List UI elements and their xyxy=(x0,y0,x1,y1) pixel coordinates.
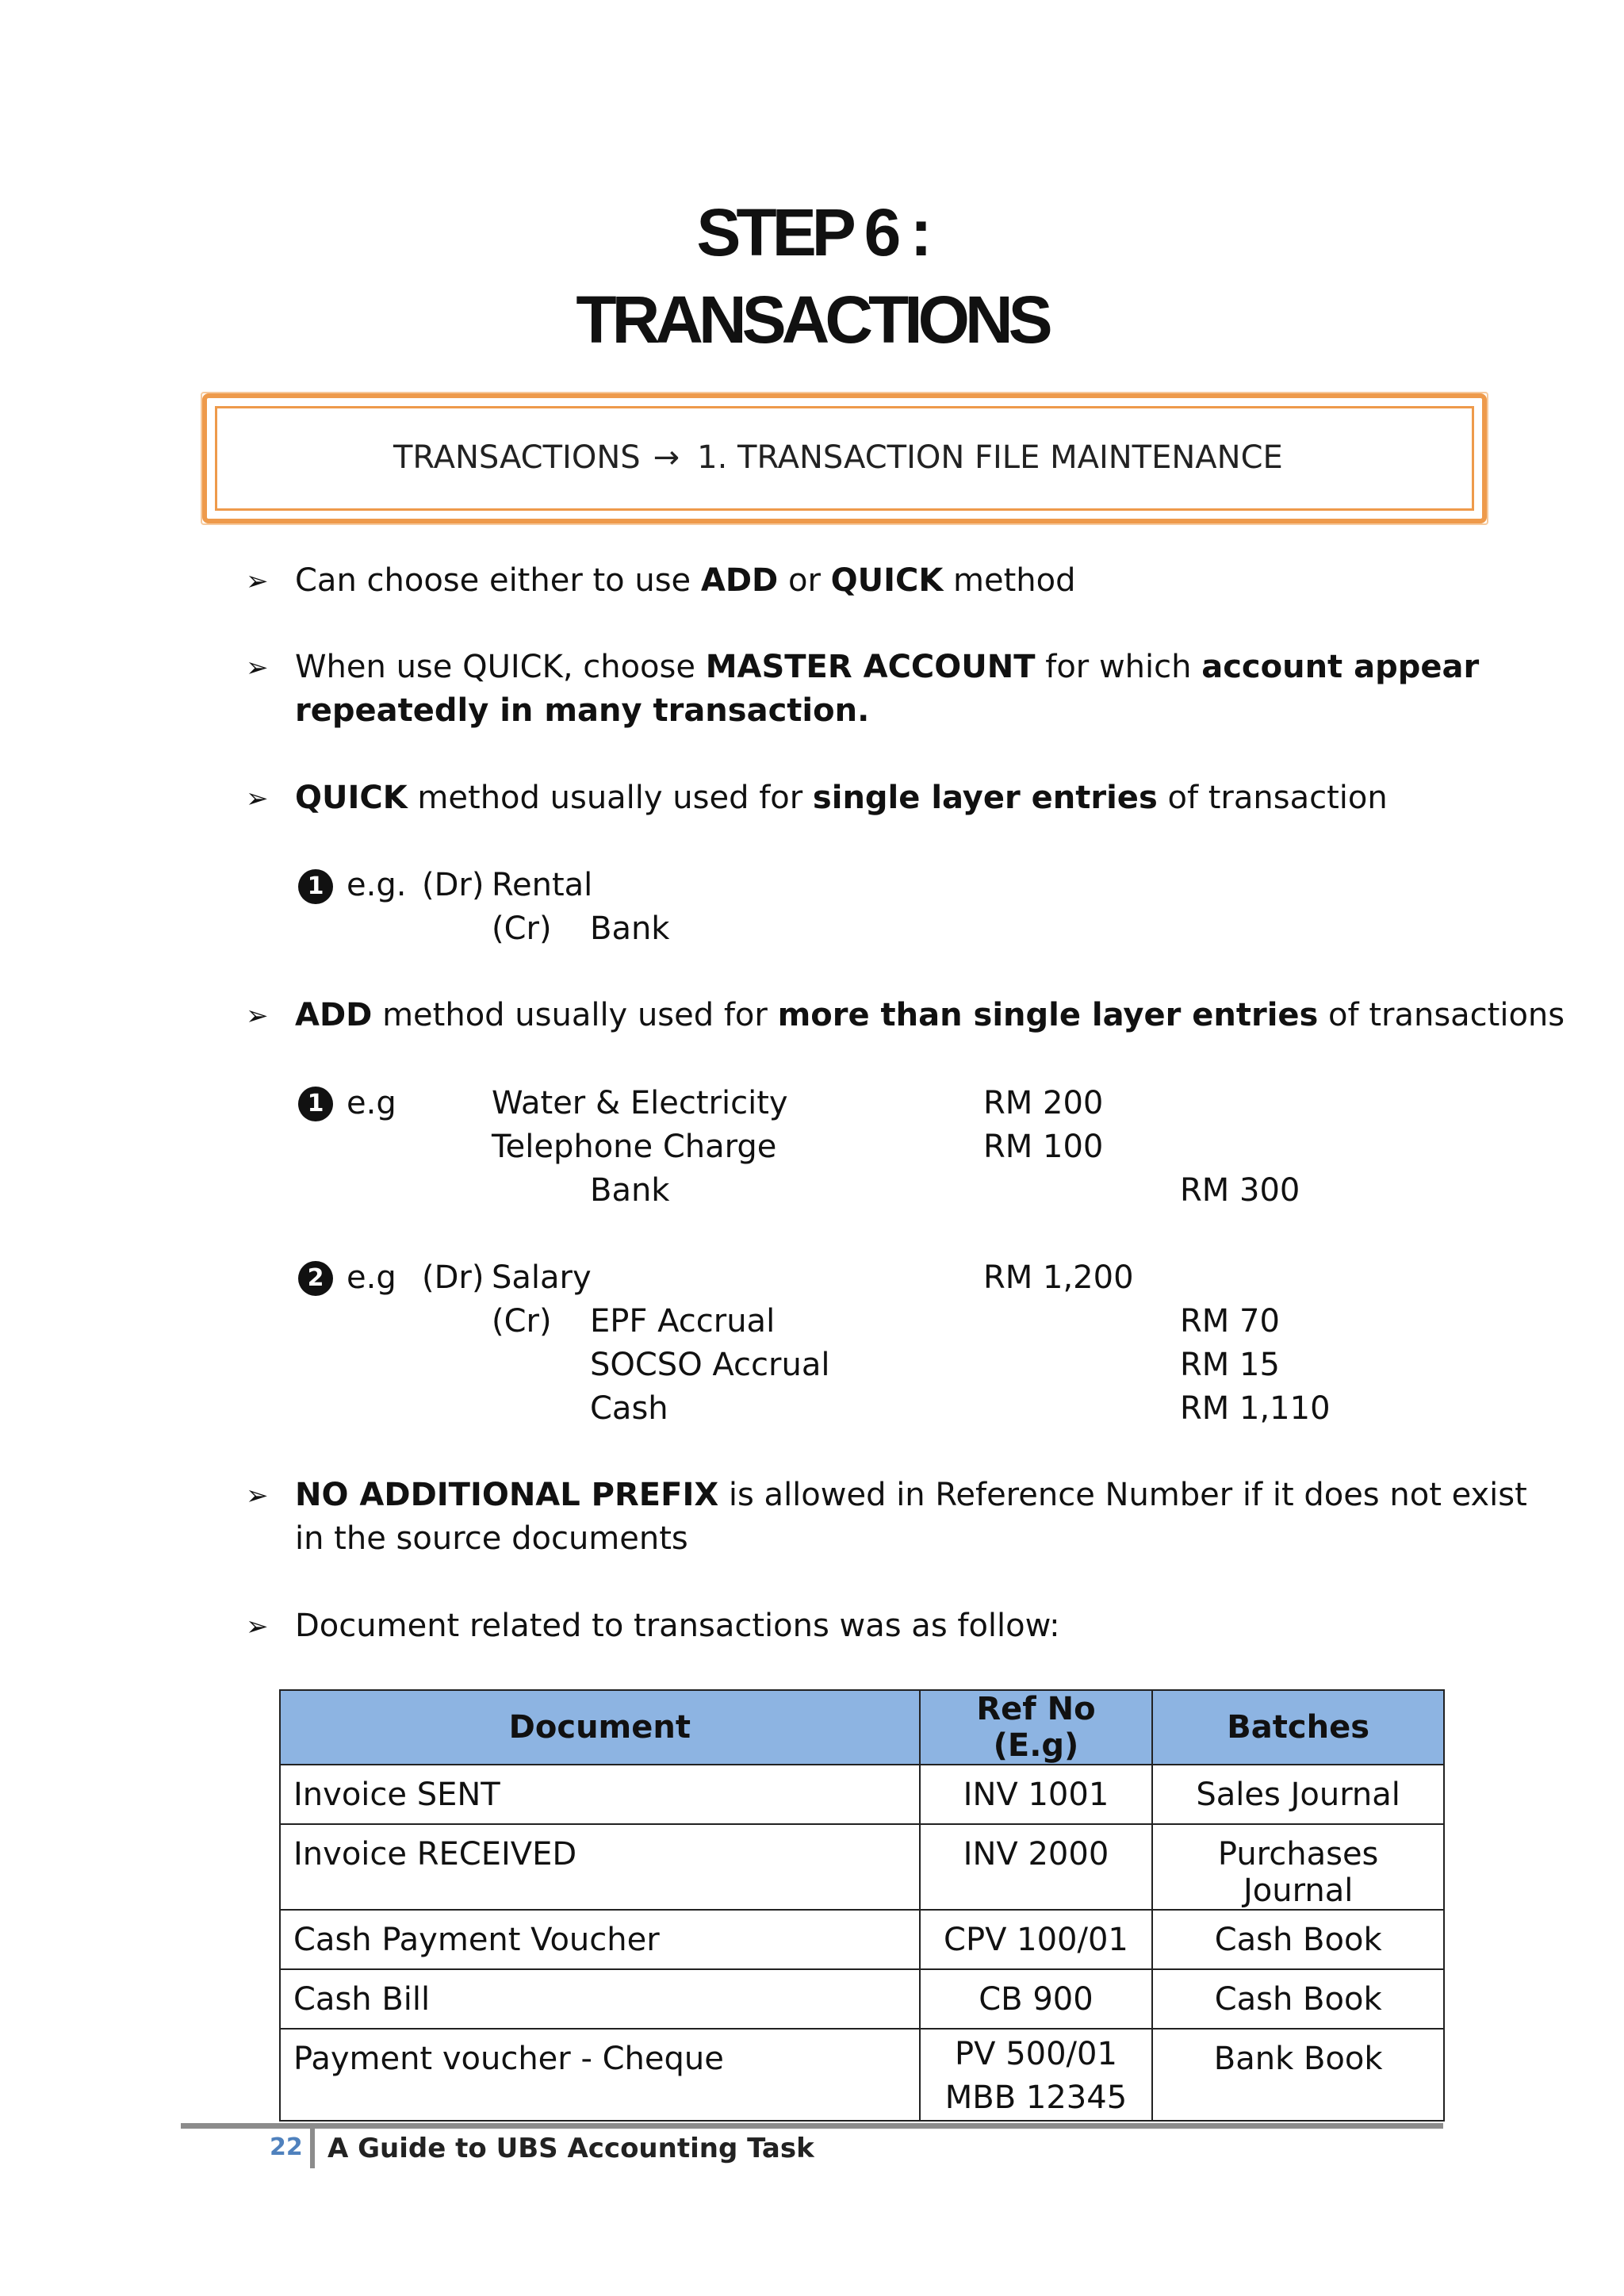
entry-account: Bank xyxy=(590,1172,670,1209)
ref-no-cell: CB 900 xyxy=(920,1969,1153,2029)
ref-no-line: MBB 12345 xyxy=(944,2079,1128,2116)
debit-marker: (Dr) xyxy=(422,867,485,903)
right-arrow-icon: → xyxy=(653,439,680,476)
bullet-add-multi-layer: ADD method usually used for more than single layer entries of transactions xyxy=(295,997,1565,1033)
footer-divider xyxy=(181,2123,1443,2129)
arrow-bullet-icon: ➢ xyxy=(246,652,269,684)
credit-account: SOCSO Accrual xyxy=(590,1347,830,1383)
bullet-document-list-intro: Document related to transactions was as follow: xyxy=(295,1608,1060,1644)
bullet-no-prefix: NO ADDITIONAL PREFIX is allowed in Reference Number if it does not exist in the source documents xyxy=(295,1477,1527,1557)
credit-amount: RM 300 xyxy=(1180,1172,1300,1209)
credit-amount: RM 70 xyxy=(1180,1303,1280,1340)
ref-no-cell: INV 2000 xyxy=(920,1824,1153,1910)
document-cell: Invoice SENT xyxy=(280,1765,920,1824)
arrow-bullet-icon: ➢ xyxy=(246,1000,269,1032)
document-cell: Cash Bill xyxy=(280,1969,920,2029)
arrow-bullet-icon: ➢ xyxy=(246,783,269,815)
document-table xyxy=(279,1689,1445,2122)
column-header-document: Document xyxy=(280,1690,920,1765)
credit-amount: RM 1,110 xyxy=(1180,1390,1331,1427)
menu-path xyxy=(393,439,1283,476)
ref-no-cell: INV 1001 xyxy=(920,1765,1153,1824)
credit-account: EPF Accrual xyxy=(590,1303,776,1340)
ref-no-cell: CPV 100/01 xyxy=(920,1910,1153,1969)
bullet-quick-single-layer: QUICK method usually used for single layer entries of transaction xyxy=(295,780,1388,816)
ref-no-line: PV 500/01 xyxy=(955,2036,1117,2072)
bullet-add-or-quick: Can choose either to use ADD or QUICK method xyxy=(295,562,1076,599)
debit-account: Rental xyxy=(492,867,593,903)
table-row xyxy=(280,1824,1444,1910)
number-two-badge: 2 xyxy=(298,1261,333,1296)
credit-account: Cash xyxy=(590,1390,668,1427)
debit-amount: RM 100 xyxy=(983,1129,1104,1165)
number-one-badge: 1 xyxy=(298,1087,333,1121)
page-title-step: STEP 6 : xyxy=(696,195,928,270)
batch-cell: Bank Book xyxy=(1152,2029,1444,2121)
debit-marker: (Dr) xyxy=(422,1259,485,1296)
credit-amount: RM 15 xyxy=(1180,1347,1280,1383)
example-label: e.g. xyxy=(347,867,407,903)
document-cell: Payment voucher - Cheque xyxy=(280,2029,920,2121)
batch-cell: Purchases Journal xyxy=(1152,1824,1444,1910)
menu-path-box xyxy=(202,393,1487,523)
number-one-badge: 1 xyxy=(298,869,333,904)
entry-account: Telephone Charge xyxy=(492,1129,777,1165)
document-cell: Invoice RECEIVED xyxy=(280,1824,920,1910)
footer-separator xyxy=(310,2129,315,2168)
arrow-bullet-icon: ➢ xyxy=(246,565,269,597)
table-header-row xyxy=(280,1690,1444,1765)
menu-path-transactions: TRANSACTIONS xyxy=(393,439,641,476)
batch-cell: Cash Book xyxy=(1152,1969,1444,2029)
table-row xyxy=(280,1765,1444,1824)
arrow-bullet-icon: ➢ xyxy=(246,1611,269,1642)
document-cell: Cash Payment Voucher xyxy=(280,1910,920,1969)
example-label: e.g xyxy=(347,1085,396,1121)
table-row xyxy=(280,1910,1444,1969)
column-header-batches: Batches xyxy=(1152,1690,1444,1765)
debit-account: Salary xyxy=(492,1259,592,1296)
credit-account: Bank xyxy=(590,910,670,947)
batch-cell: Cash Book xyxy=(1152,1910,1444,1969)
page-title-transactions: TRANSACTIONS xyxy=(576,282,1048,357)
debit-amount: RM 200 xyxy=(983,1085,1104,1121)
table-row xyxy=(280,1969,1444,2029)
bullet-quick-master-account: When use QUICK, choose MASTER ACCOUNT for which account appear repeatedly in many transaction. xyxy=(295,649,1480,729)
credit-marker: (Cr) xyxy=(492,1303,552,1340)
arrow-bullet-icon: ➢ xyxy=(246,1480,269,1512)
example-label: e.g xyxy=(347,1259,396,1296)
page-number: 22 xyxy=(270,2133,303,2161)
credit-marker: (Cr) xyxy=(492,910,552,947)
footer-title: A Guide to UBS Accounting Task xyxy=(327,2133,814,2164)
column-header-ref-no: Ref No (E.g) xyxy=(920,1690,1153,1765)
ref-no-cell xyxy=(920,2029,1153,2121)
batch-cell: Sales Journal xyxy=(1152,1765,1444,1824)
menu-path-item: 1. TRANSACTION FILE MAINTENANCE xyxy=(697,439,1283,476)
debit-amount: RM 1,200 xyxy=(983,1259,1134,1296)
entry-account: Water & Electricity xyxy=(492,1085,788,1121)
table-row xyxy=(280,2029,1444,2121)
